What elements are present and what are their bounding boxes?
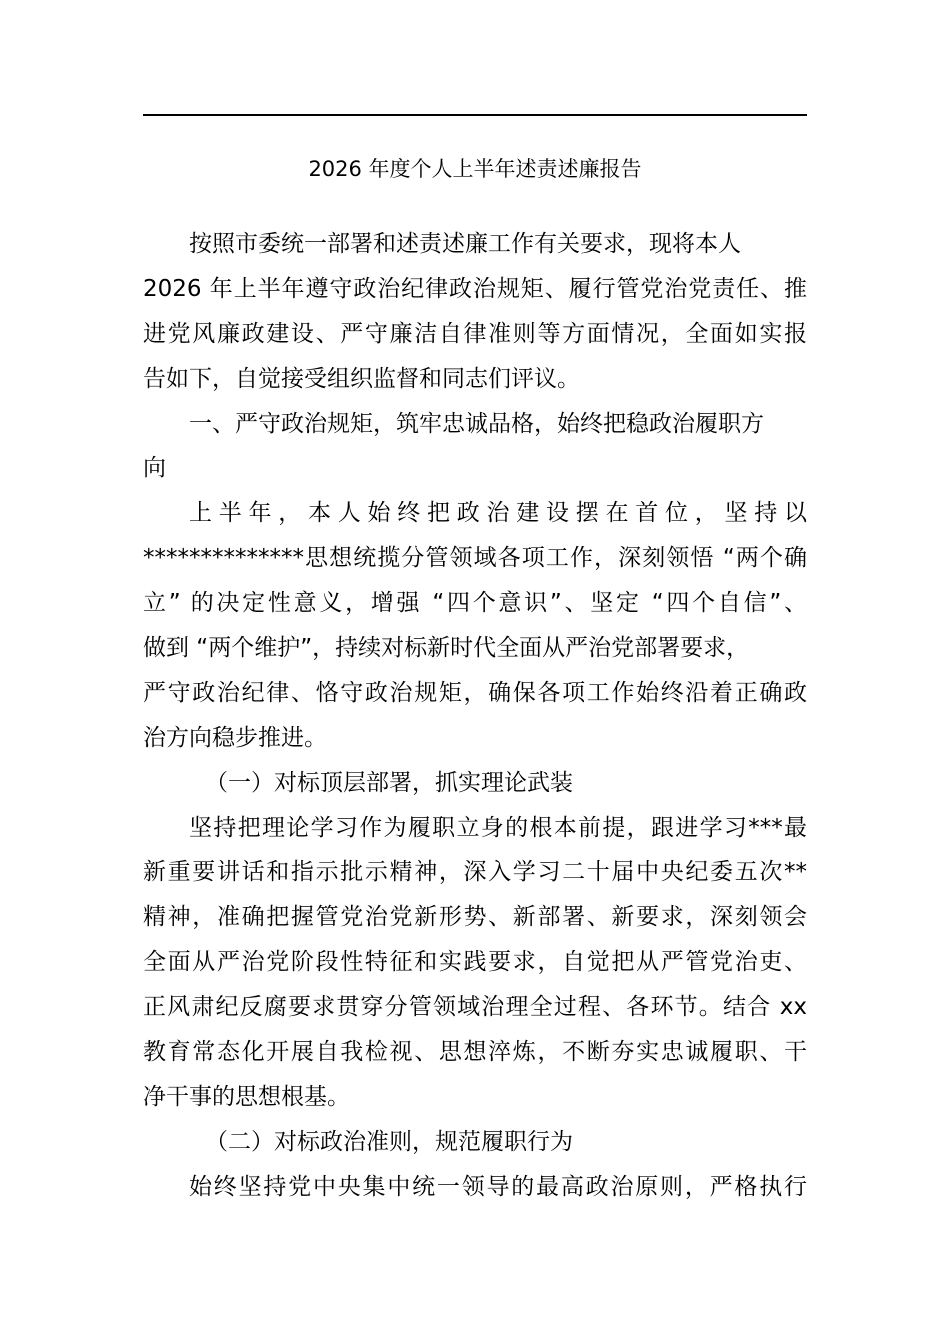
document-title: 2026 年度个人上半年述责述廉报告 [308,157,642,181]
body-line: 进党风廉政建设、严守廉洁自律准则等方面情况，全面如实报 [143,320,807,347]
body-line: 精神，准确把握管党治党新形势、新部署、新要求，深刻领会 [143,904,807,931]
body-line: 告如下，自觉接受组织监督和同志们评议。 [143,365,580,392]
body-line: 治方向稳步推进。 [143,724,327,751]
body-line: 正风肃纪反腐要求贯穿分管领域治理全过程、各环节。结合 xx [143,994,807,1021]
body-line: 新重要讲话和指示批示精神，深入学习二十届中央纪委五次** [143,859,807,886]
body-line: 2026 年上半年遵守政治纪律政治规矩、履行管党治党责任、推 [143,275,807,302]
body-line: 按照市委统一部署和述责述廉工作有关要求，现将本人 [189,231,741,257]
body-line: 做到 “两个维护”，持续对标新时代全面从严治党部署要求， [143,635,750,662]
body-line: 教育常态化开展自我检视、思想淬炼，不断夯实忠诚履职、干 [143,1039,807,1066]
body-line: 坚持把理论学习作为履职立身的根本前提，跟进学习***最 [189,814,807,841]
section-heading-cont: 向 [143,455,166,482]
body-line: 全面从严治党阶段性特征和实践要求，自觉把从严管党治吏、 [143,949,807,976]
document-body [143,222,807,1210]
body-line: 上半年，本人始终把政治建设摆在首位，坚持以 [189,500,807,527]
body-line: 立” 的决定性意义，增强 “四个意识”、坚定 “四个自信”、 [143,590,807,617]
body-line: 净干事的思想根基。 [143,1083,350,1110]
header-rule [143,114,807,116]
section-heading: 一、严守政治规矩，筑牢忠诚品格，始终把稳政治履职方 [189,410,764,437]
subsection-heading: （二）对标政治准则，规范履职行为 [205,1128,573,1155]
body-line: 严守政治纪律、恪守政治规矩，确保各项工作始终沿着正确政 [143,679,807,706]
body-line: 始终坚持党中央集中统一领导的最高政治原则，严格执行 [189,1173,807,1200]
body-line: **************思想统揽分管领域各项工作，深刻领悟 “两个确 [143,545,807,572]
subsection-heading: （一）对标顶层部署，抓实理论武装 [205,769,573,796]
